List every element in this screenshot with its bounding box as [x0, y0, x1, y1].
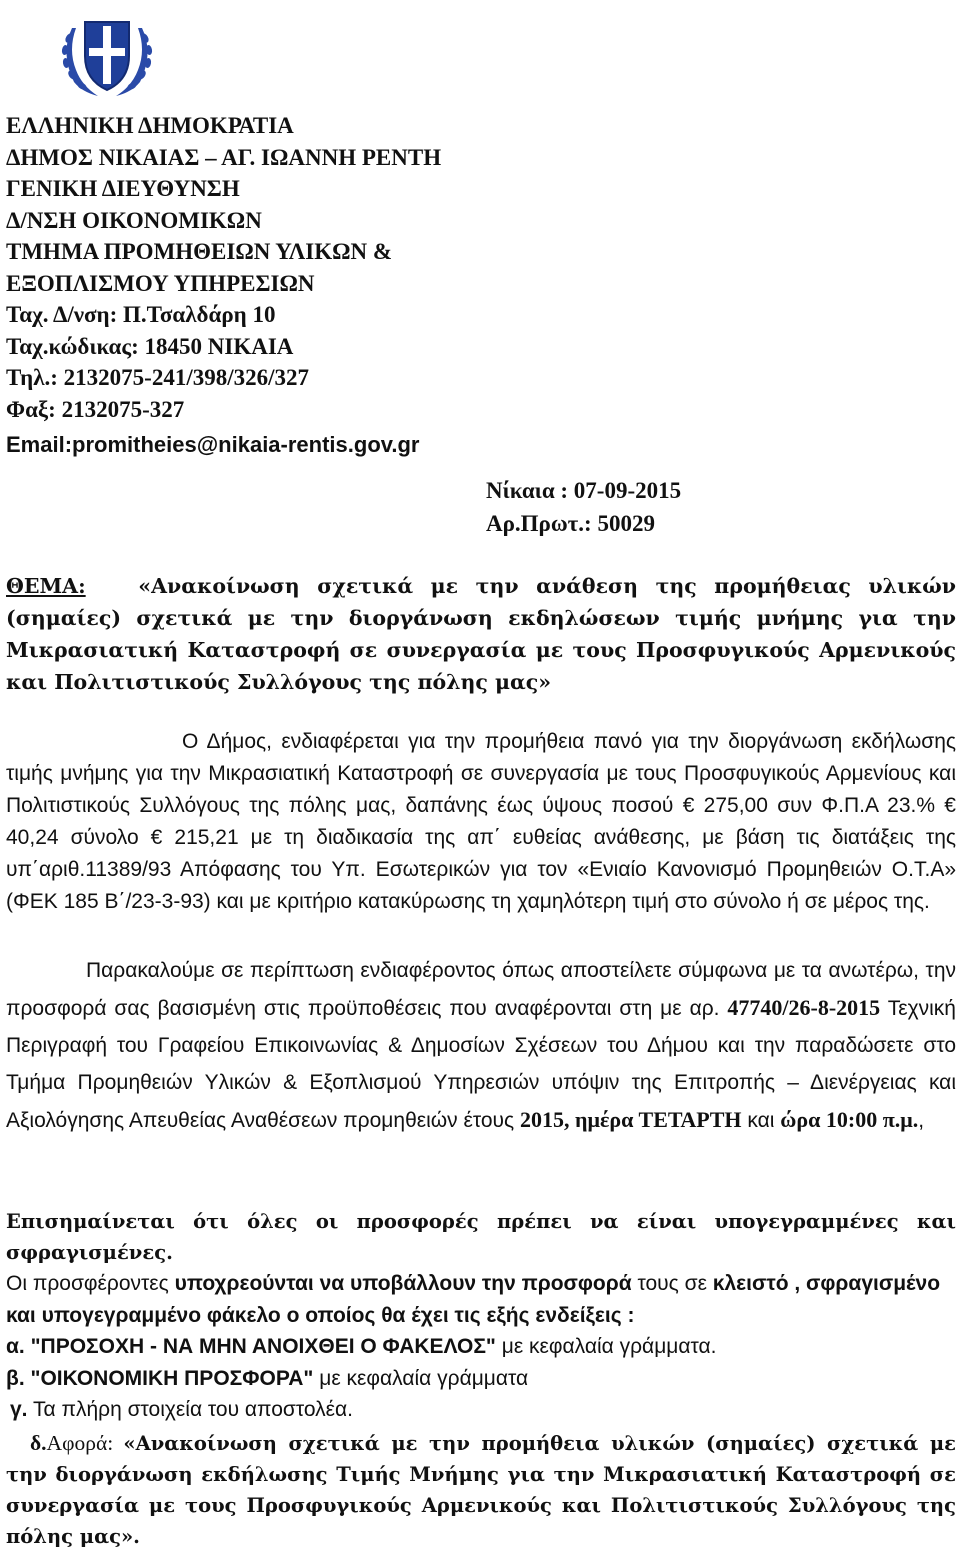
protocol-number: Αρ.Πρωτ.: 50029 — [486, 511, 655, 536]
paragraph-text: Παρακαλούμε σε περίπτωση ενδιαφέροντος όπως αποστείλετε σύμφωνα με τα ανωτέρω, την προσφορά σας βασισμένη στις προϋποθέσεις που αναφέρονται στη με αρ. — [6, 959, 956, 1020]
deadline-time: ώρα 10:00 π.μ. — [780, 1107, 919, 1132]
signature-notice: Επισημαίνεται ότι όλες οι προσφορές πρέπει να είναι υπογεγραμμένες και σφραγισμένες. — [6, 1210, 956, 1264]
item-d-label: Αφορά: — [46, 1431, 124, 1455]
body-paragraph-2 — [6, 952, 956, 1139]
offer-obligation: υποχρεούνται να υποβάλλουν την προσφορά — [174, 1272, 632, 1295]
item-d-subject: «Ανακοίνωση σχετικά με την προμήθεια υλικών (σημαίες) σχετικά με την διοργάνωση εκδήλωσης Τιμής Μνήμης για την Μικρασιατική Καταστροφή σε συνεργασία με τους Προσφυγικούς Αρμενικούς και Πολιτιστικούς Συλλόγους της πόλης μας». — [6, 1432, 956, 1548]
reference-number: 47740/26-8-2015 — [727, 995, 881, 1020]
subject-label: ΘΕΜΑ: — [6, 574, 86, 598]
header-line: ΕΛΛΗΝΙΚΗ ΔΗΜΟΚΡΑΤΙΑ — [6, 113, 294, 138]
envelope-instructions — [6, 1268, 956, 1426]
item-b-marking: β. "ΟΙΚΟΝΟΜΙΚΗ ΠΡΟΣΦΟΡΑ" — [6, 1366, 314, 1390]
subject-block — [6, 570, 956, 698]
deadline-day: 2015, ημέρα ΤΕΤΑΡΤΗ — [520, 1107, 742, 1132]
paragraph-text: Τεχνική Περιγραφή του Γραφείου Επικοινωνίας & Δημοσίων Σχέσεων του Δήμου και την παραδώσετε στο Τμήμα Προμηθειών Υλικών & Εξοπλισμού Υπηρεσιών υπόψιν της Επιτροπής – Διενέργειας και Αξιολόγησης Απευθείας Αναθέσεων προμηθειών έτους — [6, 997, 956, 1132]
item-c-note: Τα πλήρη στοιχεία του αποστολέα. — [27, 1398, 354, 1421]
issuer-header — [6, 110, 606, 461]
subject-text: «Ανακοίνωση σχετικά με την ανάθεση της προμήθειας υλικών (σημαίες) σχετικά με την διοργάνωση εκδηλώσεων τιμής μνήμης για την Μικρασιατική Καταστροφή σε συνεργασία με τους Προσφυγικούς Αρμενικούς και Πολιτιστικούς Συλλόγους της πόλης μας» — [6, 574, 956, 694]
header-line: Φαξ: 2132075-327 — [6, 396, 185, 422]
envelope-item-c — [6, 1394, 956, 1426]
item-b-note: με κεφαλαία γράμματα — [313, 1366, 529, 1390]
header-line: Τηλ.: 2132075-241/398/326/327 — [6, 365, 309, 390]
offer-mid: τους σε — [631, 1272, 713, 1295]
greek-coat-of-arms-icon — [52, 8, 162, 100]
item-c-marker: γ. — [10, 1398, 28, 1421]
item-d-marker: δ. — [30, 1431, 47, 1455]
header-email: Email:promitheies@nikaia-rentis.gov.gr — [6, 432, 420, 457]
header-line: ΔΗΜΟΣ ΝΙΚΑΙΑΣ – ΑΓ. ΙΩΑΝΝΗ ΡΕΝΤΗ — [6, 144, 442, 170]
header-line: ΤΜΗΜΑ ΠΡΟΜΗΘΕΙΩΝ ΥΛΙΚΩΝ & — [6, 239, 393, 264]
date-block — [486, 474, 681, 540]
paragraph-text: και — [741, 1109, 781, 1132]
item-a-note: με κεφαλαία γράμματα. — [495, 1335, 717, 1358]
paragraph-text: Ο Δήμος, ενδιαφέρεται για την προμήθεια πανό για την διοργάνωση εκδήλωσης τιμής μνήμης για την Μικρασιατική Καταστροφή σε συνεργασία με τους Προσφυγικούς Αρμενίους και Πολιτιστικούς Συλλόγους της πόλης μας, δαπάνης έως ύψους ποσού € 275,00 συν Φ.Π.Α 23.% € 40,24 σύνολο € 215,21 με τη διαδικασία της απ΄ ευθείας ανάθεσης, με βάση τις διατάξεις της υπ΄αριθ.11389/93 Απόφασης του Υπ. Εσωτερικών για τον «Ενιαίο Κανονισμό Προμηθειών Ο.Τ.Α» (ΦΕΚ 185 Β΄/23-3-93) και με κριτήριο κατακύρωσης τη χαμηλότερη τιμή στο σύνολο ή σε μέρος της. — [6, 730, 956, 913]
envelope-requirement: κλειστό , σφραγισμένο και υπογεγραμμένο φάκελο ο οποίος θα έχει τις εξής ενδείξεις : — [6, 1272, 941, 1327]
header-line: Δ/ΝΣΗ ΟΙΚΟΝΟΜΙΚΩΝ — [6, 207, 262, 233]
body-paragraph-1 — [6, 726, 956, 918]
header-line: ΓΕΝΙΚΗ ΔΙΕΥΘΥΝΣΗ — [6, 176, 240, 201]
header-line: Ταχ.κώδικας: 18450 ΝΙΚΑΙΑ — [6, 333, 294, 359]
envelope-item-d — [6, 1428, 956, 1552]
header-line: ΕΞΟΠΛΙΣΜΟΥ ΥΠΗΡΕΣΙΩΝ — [6, 270, 315, 296]
paragraph-text: , — [918, 1109, 925, 1132]
document-date: Νίκαια : 07-09-2015 — [486, 478, 682, 503]
header-line: Ταχ. Δ/νση: Π.Τσαλδάρη 10 — [6, 302, 276, 327]
item-a-marking: α. "ΠΡΟΣΟΧΗ - ΝΑ ΜΗΝ ΑΝΟΙΧΘΕΙ Ο ΦΑΚΕΛΟΣ" — [6, 1335, 496, 1358]
envelope-item-b — [6, 1363, 956, 1395]
offer-intro: Οι προσφέροντες — [6, 1272, 175, 1295]
envelope-item-a — [6, 1331, 956, 1363]
